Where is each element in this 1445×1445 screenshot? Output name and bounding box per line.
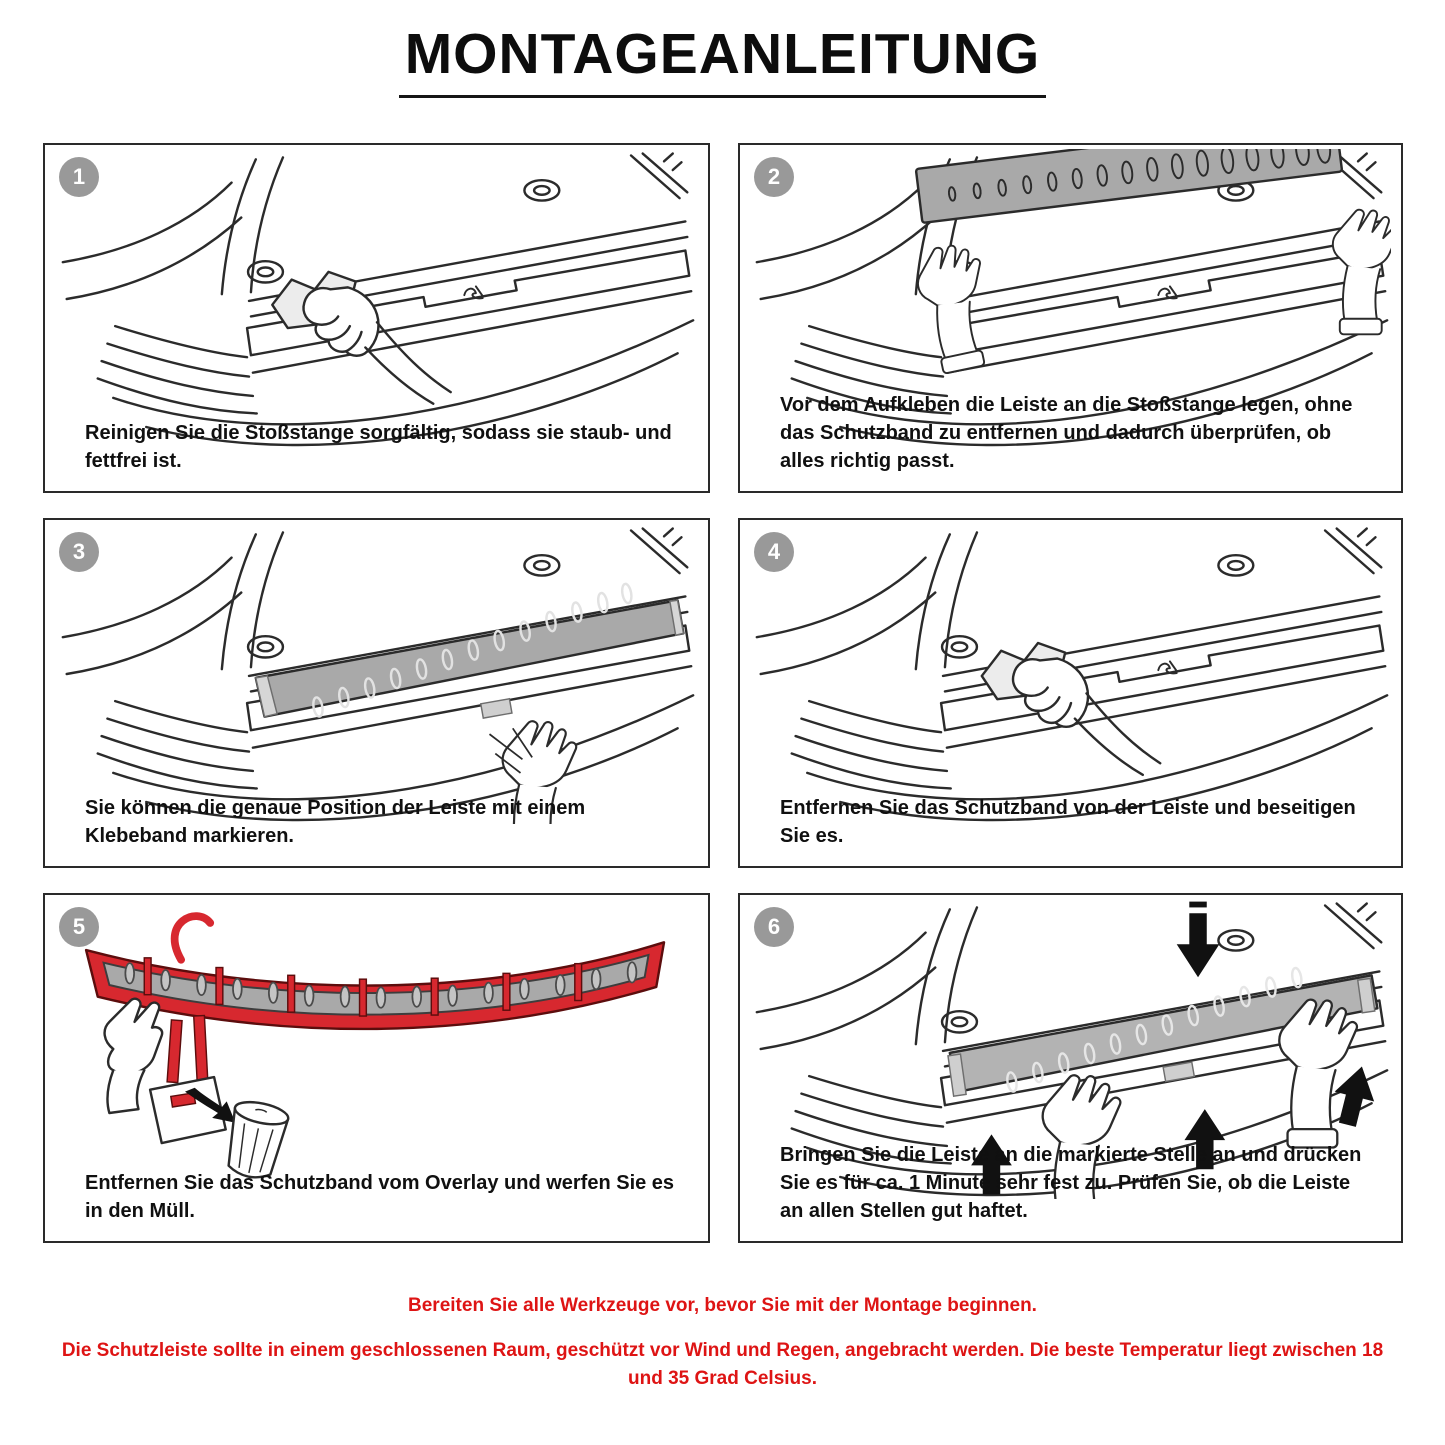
press-arrow-dash: [1189, 902, 1206, 908]
peel-into-trash-group: [104, 999, 290, 1182]
step-caption: Sie können die genaue Position der Leiste mit einem Klebeband markieren.: [85, 797, 586, 847]
step-number-badge: 2: [754, 157, 794, 197]
step-panel-3: [43, 518, 710, 868]
press-down-arrow: [1176, 913, 1219, 977]
step-caption: Entfernen Sie das Schutzband von der Leiste und beseitigen Sie es.: [780, 797, 1356, 847]
step-panel-1: [43, 143, 710, 493]
overlay-strip-with-red-band: [86, 916, 664, 1029]
step-number-badge: 4: [754, 532, 794, 572]
footer-line-2: Die Schutzleiste sollte in einem geschlossenen Raum, geschützt vor Wind und Regen, angebracht werden. Die beste Temperatur liegt zwischen 18 und 35 Grad Celsius.: [61, 1339, 1384, 1389]
overlay-peel-and-trash-illustration: [57, 899, 697, 1199]
protective-strip: [915, 149, 1341, 223]
protective-strip: [255, 583, 683, 717]
footer-warnings: [0, 1292, 1445, 1394]
step-number-badge: 1: [59, 157, 99, 197]
step-caption: Vor dem Aufkleben die Leiste an die Stoßstange legen, ohne das Schutzband zu entfernen und dadurch überprüfen, ob alles richtig passt.: [780, 394, 1353, 472]
step-number-badge: 5: [59, 907, 99, 947]
car-rear-marking-illustration: [57, 524, 697, 824]
step-number-badge: 3: [59, 532, 99, 572]
step-caption: Bringen Sie die Leiste an die markierte Stelle an und drücken Sie es für ca. 1 Minute sehr fest zu. Prüfen Sie, ob die Leiste an allen Stellen gut haftet.: [780, 1144, 1362, 1222]
step-panel-4: [738, 518, 1403, 868]
peeled-band-curl: [174, 916, 210, 960]
steps-grid: [43, 143, 1403, 1243]
step-caption: Reinigen Sie die Stoßstange sorgfältig, sodass sie staub- und fettfrei ist.: [85, 422, 672, 472]
footer-line-1: Bereiten Sie alle Werkzeuge vor, bevor Sie mit der Montage beginnen.: [408, 1295, 1037, 1316]
page-title: MONTAGEANLEITUNG: [399, 26, 1047, 98]
step-panel-6: [738, 893, 1403, 1243]
step-panel-2: [738, 143, 1403, 493]
marking-tape: [480, 699, 511, 718]
step-panel-5: [43, 893, 710, 1243]
step-caption: Entfernen Sie das Schutzband vom Overlay und werfen Sie es in den Müll.: [85, 1172, 675, 1222]
step-number-badge: 6: [754, 907, 794, 947]
car-rear-cleaning-illustration: [57, 149, 697, 449]
car-rear-remove-tape-illustration: [751, 524, 1391, 824]
